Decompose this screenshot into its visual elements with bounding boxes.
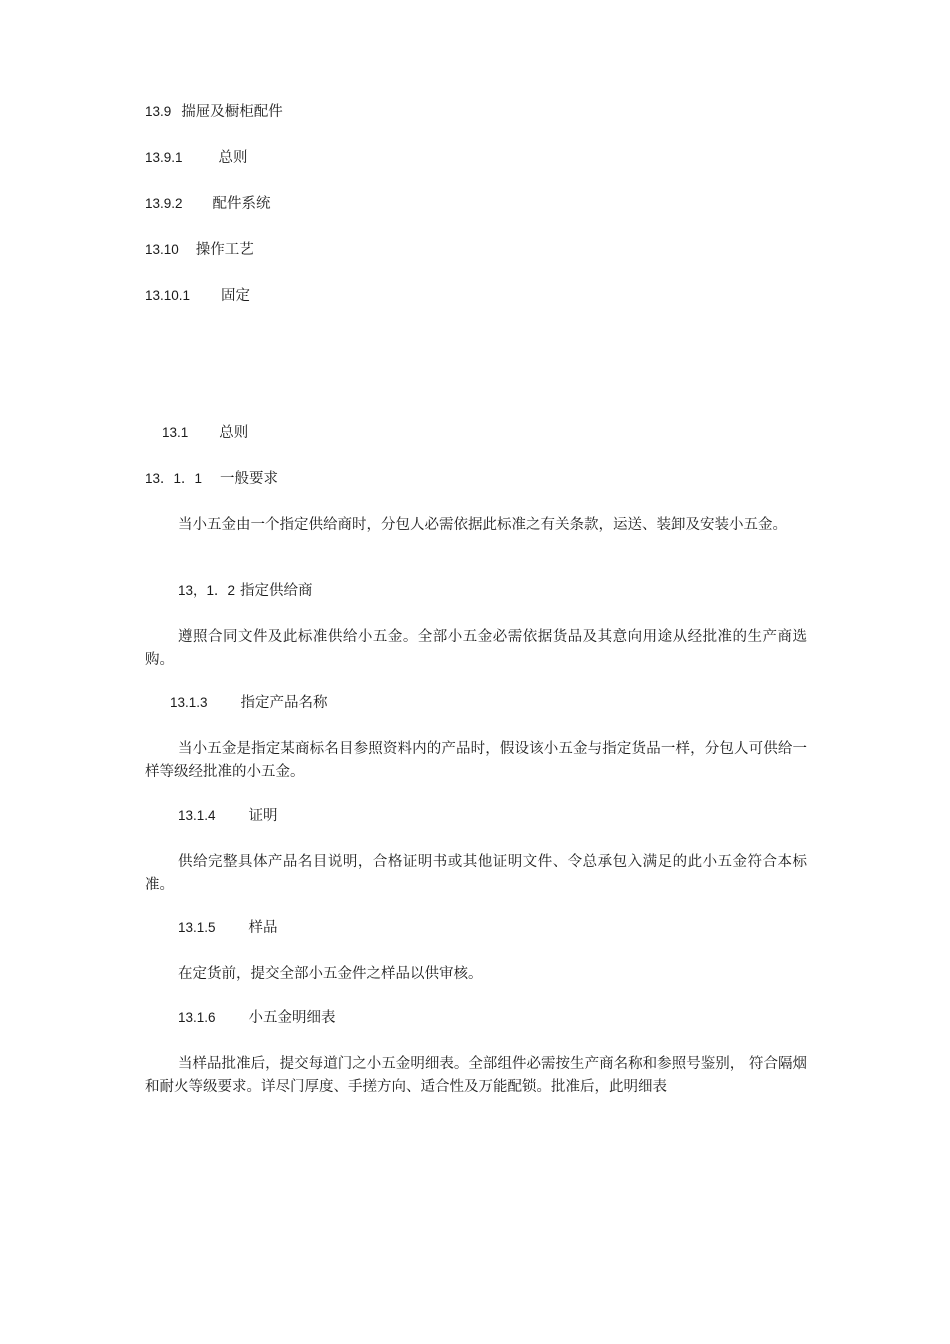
subsection-number: 13．1．1 [145,471,203,486]
paragraph: 供给完整具体产品名目说明，合格证明书或其他证明文件、令总承包入满足的此小五金符合本标准。 [145,854,807,893]
subsection-title: 证明 [248,808,278,824]
toc-entry-13-10-1 [145,286,250,306]
toc-entry-13-9 [145,102,283,122]
subsection-title: 一般要求 [220,471,279,487]
section-number: 13.1 [162,425,189,440]
toc-number: 13.10 [145,242,179,257]
paragraph: 遵照合同文件及此标准供给小五金。全部小五金必需依据货品及其意向用途从经批准的生产商选购。 [145,629,807,668]
subsection-heading [170,693,328,713]
subsection-title: 小五金明细表 [248,1010,336,1026]
subsection-heading [145,469,278,489]
subsection-title: 指定产品名称 [240,695,328,711]
toc-title: 配件系统 [212,196,271,212]
section-heading [162,423,248,443]
subsection-heading [178,806,278,826]
subsection-title: 指定供给商 [240,583,313,599]
toc-number: 13.9.2 [145,196,183,211]
paragraph: 在定货前，提交全部小五金件之样品以供审核。 [178,966,483,982]
paragraph: 当小五金由一个指定供给商时，分包人必需依据此标准之有关条款，运送、装卸及安装小五金。 [178,517,787,533]
subsection-heading [178,1008,336,1028]
toc-entry-13-9-1 [145,148,248,168]
subsection-number: 13.1.4 [178,808,216,823]
toc-number: 13.9.1 [145,150,183,165]
toc-number: 13.9 [145,104,172,119]
subsection-number: 13，1．2 [178,583,236,598]
toc-number: 13.10.1 [145,288,191,303]
paragraph: 当小五金是指定某商标名目参照资料内的产品时，假设该小五金与指定货品一样，分包人可供给一样等级经批准的小五金。 [145,741,807,780]
subsection-title: 样品 [248,920,278,936]
toc-title: 固定 [221,288,251,304]
subsection-number: 13.1.3 [170,695,208,710]
subsection-number: 13.1.6 [178,1010,216,1025]
subsection-heading [178,918,278,938]
toc-title: 揣屉及橱柜配件 [181,104,283,120]
toc-entry-13-9-2 [145,194,271,214]
toc-title: 总则 [218,150,248,166]
toc-entry-13-10 [145,240,254,260]
section-title: 总则 [219,425,249,441]
paragraph: 当样品批准后，提交每道门之小五金明细表。全部组件必需按生产商名称和参照号鉴别， 符合隔烟和耐火等级要求。详尽门厚度、手搓方向、适合性及万能配锁。批准后，此明细表 [145,1056,807,1095]
toc-title: 操作工艺 [195,242,254,258]
subsection-heading [178,581,313,601]
subsection-number: 13.1.5 [178,920,216,935]
